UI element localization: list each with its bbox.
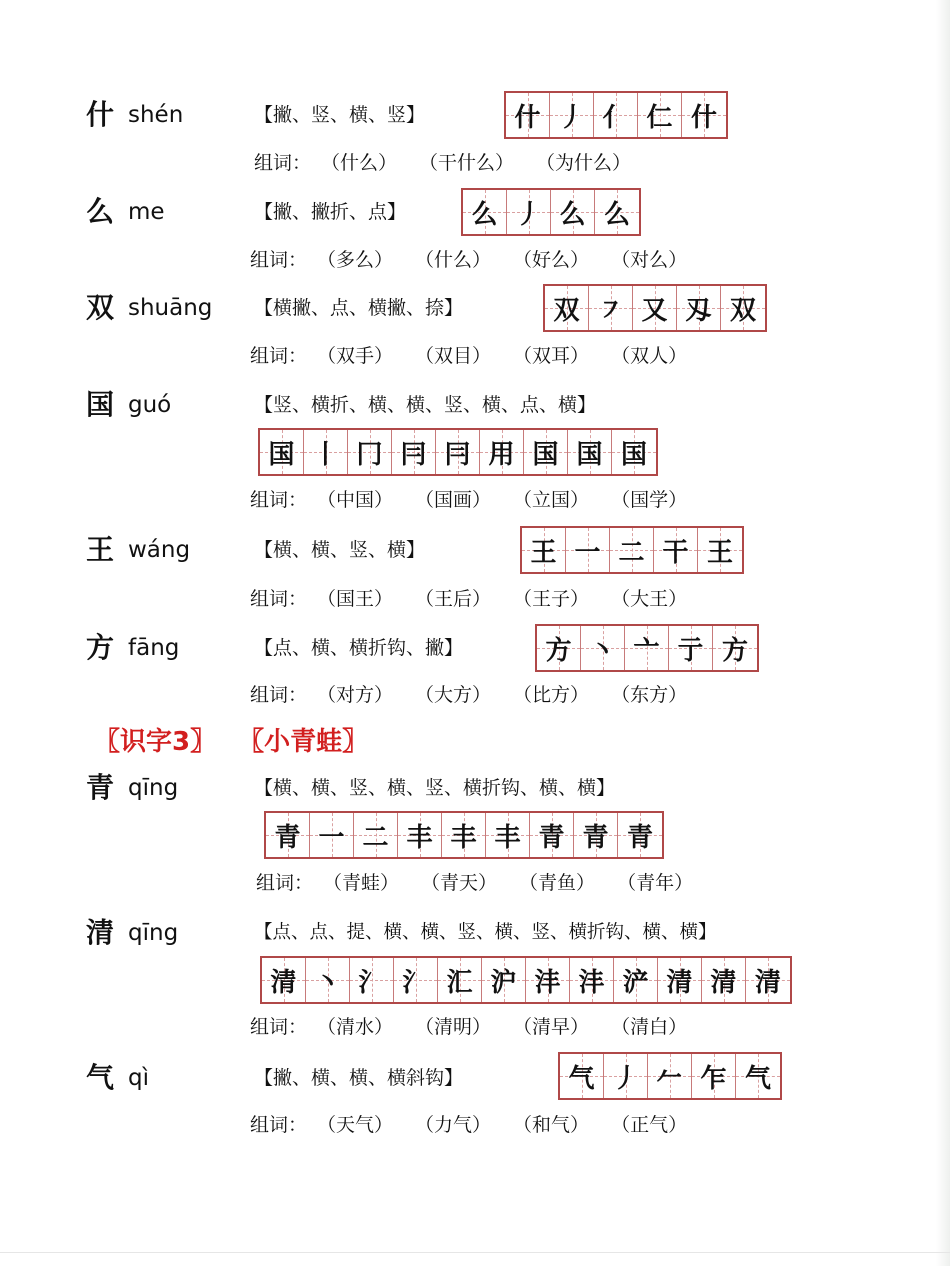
word-item: （什么） xyxy=(415,249,492,271)
entry-pinyin: qì xyxy=(128,1065,149,1091)
word-item: （清白） xyxy=(611,1016,688,1038)
entry-strokes: 【横撇、点、横撇、捺】 xyxy=(254,297,464,319)
grid-cell: 清 xyxy=(658,958,702,1002)
page-bottom-divider xyxy=(0,1252,950,1253)
words-label: 组词： xyxy=(250,489,308,511)
word-item: （青年） xyxy=(617,872,694,894)
grid-cell: 清 xyxy=(262,958,306,1002)
grid-cell: 国 xyxy=(524,430,568,474)
word-item: （正气） xyxy=(611,1114,688,1136)
grid-cell: 丰 xyxy=(398,813,442,857)
grid-cell: 青 xyxy=(618,813,662,857)
words-label: 组词： xyxy=(250,684,308,706)
grid-cell: 汇 xyxy=(438,958,482,1002)
grid-cell: 又 xyxy=(633,286,677,330)
grid-cell: 乍 xyxy=(692,1054,736,1098)
word-item: （清早） xyxy=(513,1016,590,1038)
grid-cell: 丰 xyxy=(486,813,530,857)
grid-cell: 沪 xyxy=(482,958,526,1002)
grid-cell: 气 xyxy=(560,1054,604,1098)
page-edge-shadow xyxy=(936,0,950,1266)
grid-cell: 干 xyxy=(654,528,698,572)
word-item: （比方） xyxy=(513,684,590,706)
word-item: （青鱼） xyxy=(519,872,596,894)
entry-char: 么 xyxy=(86,195,115,228)
entry-char: 清 xyxy=(86,916,115,949)
grid-cell: 丿 xyxy=(507,190,551,234)
grid-cell: 二 xyxy=(354,813,398,857)
word-group-line xyxy=(256,868,715,898)
word-group-line xyxy=(250,680,709,710)
word-item: （好么） xyxy=(513,249,590,271)
words-label: 组词： xyxy=(250,1016,308,1038)
grid-cell: 冂 xyxy=(348,430,392,474)
grid-cell: 氵 xyxy=(350,958,394,1002)
entry-strokes: 【撇、撇折、点】 xyxy=(254,201,407,223)
grid-cell: 双 xyxy=(721,286,765,330)
entry-char: 双 xyxy=(86,291,115,324)
entry-strokes: 【撇、横、横、横斜钩】 xyxy=(254,1067,464,1089)
grid-cell: 亍 xyxy=(669,626,713,670)
word-item: （天气） xyxy=(317,1114,394,1136)
word-item: （双目） xyxy=(415,345,492,367)
grid-cell: 亻 xyxy=(594,93,638,137)
grid-cell: 么 xyxy=(463,190,507,234)
word-group-line xyxy=(250,584,709,614)
grid-cell: 方 xyxy=(713,626,757,670)
word-group-line xyxy=(250,485,709,515)
word-item: （多么） xyxy=(317,249,394,271)
stroke-order-grid xyxy=(520,526,744,574)
word-item: （青蛙） xyxy=(323,872,400,894)
word-item: （大方） xyxy=(415,684,492,706)
words-label: 组词： xyxy=(250,345,308,367)
grid-cell: 国 xyxy=(568,430,612,474)
grid-cell: 冃 xyxy=(392,430,436,474)
word-item: （为什么） xyxy=(536,152,632,174)
grid-cell: 方 xyxy=(537,626,581,670)
entry-strokes: 【点、点、提、横、横、竖、横、竖、横折钩、横、横】 xyxy=(254,922,717,943)
grid-cell: 沣 xyxy=(526,958,570,1002)
word-item: （国王） xyxy=(317,588,394,610)
word-item: （双耳） xyxy=(513,345,590,367)
grid-cell: 仁 xyxy=(638,93,682,137)
grid-cell: 么 xyxy=(551,190,595,234)
grid-cell: 𠂉 xyxy=(648,1054,692,1098)
stroke-order-grid xyxy=(535,624,759,672)
grid-cell: 气 xyxy=(736,1054,780,1098)
grid-cell: 冃 xyxy=(436,430,480,474)
grid-cell: 丿 xyxy=(604,1054,648,1098)
stroke-order-grid xyxy=(260,956,792,1004)
grid-cell: 什 xyxy=(682,93,726,137)
word-item: （对方） xyxy=(317,684,394,706)
stroke-order-grid xyxy=(504,91,728,139)
grid-cell: 么 xyxy=(595,190,639,234)
grid-cell: 青 xyxy=(266,813,310,857)
grid-cell: 国 xyxy=(612,430,656,474)
entry-char: 国 xyxy=(86,388,115,421)
words-label: 组词： xyxy=(250,1114,308,1136)
grid-cell: 国 xyxy=(260,430,304,474)
grid-cell: 王 xyxy=(698,528,742,572)
grid-cell: 丶 xyxy=(581,626,625,670)
word-item: （国画） xyxy=(415,489,492,511)
word-item: （清明） xyxy=(415,1016,492,1038)
grid-cell: 清 xyxy=(746,958,790,1002)
word-item: （王子） xyxy=(513,588,590,610)
word-item: （青天） xyxy=(421,872,498,894)
word-group-line xyxy=(250,1110,709,1140)
word-group-line xyxy=(250,341,709,371)
word-group-line xyxy=(250,245,709,275)
grid-cell: 青 xyxy=(574,813,618,857)
entry-pinyin: shén xyxy=(128,102,184,128)
grid-cell: 沣 xyxy=(570,958,614,1002)
grid-cell: 丿 xyxy=(550,93,594,137)
grid-cell: 王 xyxy=(522,528,566,572)
entry-pinyin: me xyxy=(128,199,165,225)
word-item: （对么） xyxy=(611,249,688,271)
word-item: （双手） xyxy=(317,345,394,367)
word-item: （什么） xyxy=(321,152,398,174)
entry-char: 方 xyxy=(86,631,115,664)
grid-cell: ㇇ xyxy=(589,286,633,330)
entry-pinyin: wáng xyxy=(128,537,191,563)
word-item: （东方） xyxy=(611,684,688,706)
grid-cell: 什 xyxy=(506,93,550,137)
words-label: 组词： xyxy=(250,588,308,610)
word-item: （立国） xyxy=(513,489,590,511)
grid-cell: 用 xyxy=(480,430,524,474)
stroke-order-grid xyxy=(543,284,767,332)
entry-pinyin: shuāng xyxy=(128,295,213,321)
word-item: （双人） xyxy=(611,345,688,367)
grid-cell: 双 xyxy=(545,286,589,330)
entry-strokes: 【横、横、竖、横】 xyxy=(254,539,426,561)
word-item: （力气） xyxy=(415,1114,492,1136)
grid-cell: 丰 xyxy=(442,813,486,857)
grid-cell: 丨 xyxy=(304,430,348,474)
grid-cell: 清 xyxy=(702,958,746,1002)
grid-cell: 一 xyxy=(310,813,354,857)
entry-strokes: 【撇、竖、横、竖】 xyxy=(254,104,426,126)
section-title xyxy=(94,722,368,762)
grid-cell: 刄 xyxy=(677,286,721,330)
stroke-order-grid xyxy=(461,188,641,236)
entry-char: 青 xyxy=(86,771,115,804)
words-label: 组词： xyxy=(250,249,308,271)
entry-pinyin: qīng xyxy=(128,775,179,801)
words-label: 组词： xyxy=(254,152,312,174)
entry-strokes: 【竖、横折、横、横、竖、横、点、横】 xyxy=(254,394,597,416)
word-item: （大王） xyxy=(611,588,688,610)
entry-char: 气 xyxy=(86,1061,115,1094)
grid-cell: 青 xyxy=(530,813,574,857)
section-title-name: 〖小青蛙〗 xyxy=(238,727,369,757)
grid-cell: 浐 xyxy=(614,958,658,1002)
entry-pinyin: fāng xyxy=(128,635,180,661)
word-group-line xyxy=(250,1012,709,1042)
stroke-order-grid xyxy=(258,428,658,476)
stroke-order-grid xyxy=(558,1052,782,1100)
entry-char: 什 xyxy=(86,98,115,131)
entry-pinyin: qīng xyxy=(128,920,179,946)
entry-char: 王 xyxy=(86,533,115,566)
stroke-order-grid xyxy=(264,811,664,859)
grid-cell: 二 xyxy=(610,528,654,572)
word-item: （国学） xyxy=(611,489,688,511)
word-item: （干什么） xyxy=(419,152,515,174)
entry-pinyin: guó xyxy=(128,392,172,418)
entry-strokes: 【横、横、竖、横、竖、横折钩、横、横】 xyxy=(254,777,616,799)
entry-strokes: 【点、横、横折钩、撇】 xyxy=(254,637,464,659)
grid-cell: 氵 xyxy=(394,958,438,1002)
grid-cell: 一 xyxy=(566,528,610,572)
word-item: （王后） xyxy=(415,588,492,610)
word-group-line xyxy=(254,148,653,178)
grid-cell: 丶 xyxy=(306,958,350,1002)
words-label: 组词： xyxy=(256,872,314,894)
section-title-lesson: 〖识字3〗 xyxy=(94,727,217,757)
grid-cell: 亠 xyxy=(625,626,669,670)
word-item: （清水） xyxy=(317,1016,394,1038)
word-item: （中国） xyxy=(317,489,394,511)
word-item: （和气） xyxy=(513,1114,590,1136)
